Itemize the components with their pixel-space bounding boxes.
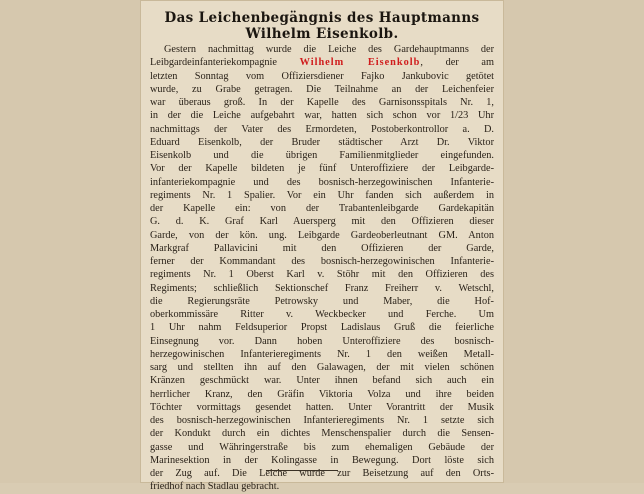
text-line: 1 Uhr nahm Feldsuperior Propst Ladislaus Gruß die feierliche (150, 322, 494, 334)
text-line: der Kapelle ein: von der Trabantenleibgarde Gardekapitän (150, 203, 494, 214)
text-line: regiments Nr. 1 Spalier. Vor ein Uhr fanden sich außerdem in (150, 189, 494, 201)
text-line: regiments Nr. 1 Oberst Karl v. Stöhr mit den Offizieren des (150, 269, 494, 281)
text-line: der Kondukt durch ein dichtes Menschenspalier durch die Sensen- (150, 428, 494, 440)
text-line: G. d. K. Graf Karl Auersperg mit den Offizieren dieser (150, 216, 494, 228)
text-line: war überaus groß. In der Kapelle des Garnisonsspitals Nr. 1, (150, 97, 494, 108)
text-line: Töchter vormittags gesendet hatten. Unter Vorantritt der Musik (150, 401, 494, 413)
article-headline: Das Leichenbegängnis des Hauptmanns Wilhelm Eisenkolb. (164, 10, 480, 42)
text-line: Markgraf Pallavicini mit den Offizieren der Garde, (150, 242, 494, 254)
newspaper-clipping (140, 0, 504, 493)
text-line: Garde, von der kön. ung. Leibgarde Gardeoberleutnant GM. Anton (150, 229, 494, 241)
text-line: herzegowinischen Infanterieregiments Nr. 1 den weißen Metall- (150, 348, 494, 360)
text-line: nachmittags der Vater des Ermordeten, Postoberkontrollor a. D. (150, 123, 494, 135)
text-line: sarg und stellten ihn auf den Galawagen, der mit vielen schönen (150, 362, 494, 373)
text-line: Regiments; schließlich Sektionschef Franz Freiherr v. Wetschl, (150, 282, 494, 294)
text-line: des bosnisch-herzegowinischen Infanterieregiments Nr. 1 setzte sich (150, 415, 494, 426)
text-line: herrlicher Kranz, den Gräfin Viktoria Volza und ihre beiden (150, 388, 494, 400)
text-line: gasse und Währingerstraße bis zum ehemaligen Gebäude der (150, 441, 494, 453)
text-line: Vor der Kapelle bildeten je fünf Unteroffiziere der Leibgarde- (150, 163, 494, 175)
text-segment: Leibgardeinfanteriekompagnie (150, 57, 277, 69)
text-line: Gestern nachmittag wurde die Leiche des Gardehauptmanns der (164, 44, 494, 55)
text-line: ferner der Kommandant des bosnisch-herzegowinischen Infanterie- (150, 256, 494, 267)
text-line: Eisenkolb und die übrigen Familienmitglieder eingefunden. (150, 150, 494, 161)
text-line: Kränzen geschmückt war. Unter ihnen befand sich auch ein (150, 375, 494, 387)
end-rule (266, 470, 338, 471)
text-line: Eduard Eisenkolb, der Bruder städtischer Arzt Dr. Viktor (150, 136, 494, 148)
text-line: oberkommissäre Ritter v. Weckbecker und Ferche. Um (150, 309, 494, 320)
text-line: Einsegnung vor. Dann hoben Unteroffiziere des bosnisch- (150, 335, 494, 347)
text-segment: , der am (420, 57, 494, 69)
text-line: letzten Sonntag vom Offiziersdiener Fajko Jankubovic getötet (150, 70, 494, 82)
text-line: friedhof nach Stadlau gebracht. (150, 481, 280, 493)
text-line: der Zug auf. Die Leiche wurde zur Beisetzung auf den Orts- (150, 468, 494, 479)
text-line: infanteriekompagnie und des bosnisch-herzegowinischen Infanterie- (150, 176, 494, 188)
highlighted-name: Wilhelm Eisenkolb (299, 57, 421, 69)
text-line: Marinesektion in der Kolingasse in Bewegung. Dort löste sich (150, 454, 494, 466)
article-body (150, 43, 494, 494)
text-line: wurde, zu Grabe getragen. Die Teilnahme an der Leichenfeier (150, 83, 494, 95)
text-line: in der die Leiche aufgebahrt war, hatten sich schon vor 1/23 Uhr (150, 110, 494, 122)
text-line (150, 56, 494, 69)
text-line: die Regierungsräte Petrowsky und Maber, die Hof- (150, 295, 494, 307)
